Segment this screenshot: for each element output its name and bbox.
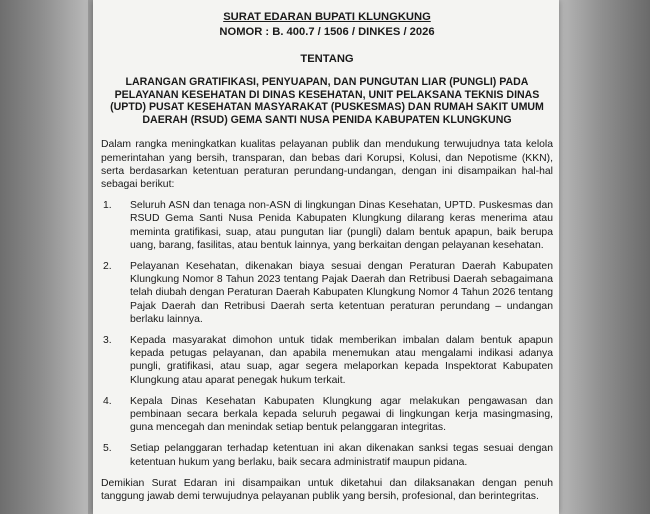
list-item-number: 3.: [103, 335, 112, 347]
list-item: [101, 442, 553, 468]
about-label: TENTANG: [300, 53, 354, 65]
document-title: SURAT EDARAN BUPATI KLUNGKUNG: [223, 11, 431, 23]
list-item: [101, 395, 553, 435]
list-item-text: Setiap pelanggaran terhadap ketentuan ini akan dikenakan sanksi tegas sesuai dengan ketentuan hukum yang berlaku, baik secara administratif maupun pidana.: [130, 443, 553, 468]
list-item: [101, 199, 553, 252]
list-item-number: 5.: [103, 443, 112, 455]
document-subject: LARANGAN GRATIFIKASI, PENYUAPAN, DAN PUNGUTAN LIAR (PUNGLI) PADA PELAYANAN KESEHATAN DI DINAS KESEHATAN, UNIT PELAKSANA TEKNIS DINAS (UPTD) PUSAT KESEHATAN MASYARAKAT (PUSKESMAS) DAN RUMAH SAKIT UMUM DAERAH (RSUD) GEMA SANTI NUSA PENIDA KABUPATEN KLUNGKUNG: [110, 76, 544, 126]
list-item-number: 4.: [103, 395, 112, 407]
list-item: [101, 334, 553, 387]
intro-paragraph: Dalam rangka meningkatkan kualitas pelayanan publik dan mendukung terwujudnya tata kelola pemerintahan yang bersih, transparan, dan bebas dari Korupsi, Kolusi, dan Nepotisme (KKN), serta berdasarkan ketentuan peraturan perundang-undangan, dengan ini disampaikan hal-hal sebagai berikut:: [101, 139, 553, 190]
background-left: [0, 0, 88, 514]
list-item-text: Kepala Dinas Kesehatan Kabupaten Klungkung agar melakukan pengawasan dan pembinaan secara berkala kepada seluruh pegawai di lingkungan kerja masingmasing, guna mencegah dan menindak setiap bentuk pelanggaran integritas.: [130, 395, 553, 434]
list-item: [101, 260, 553, 326]
closing-paragraph: Demikian Surat Edaran ini disampaikan untuk diketahui dan dilaksanakan dengan penuh tanggung jawab demi terwujudnya pelayanan publik yang bersih, profesional, dan berintegritas.: [101, 477, 553, 503]
list-item-text: Seluruh ASN dan tenaga non-ASN di lingkungan Dinas Kesehatan, UPTD. Puskesmas dan RSUD Gema Santi Nusa Penida Kabupaten Klungkung dilarang keras menerima atau meminta gratifikasi, suap, atau pungutan liar (pungli) dalam bentuk apapun, baik berupa uang, barang, fasilitas, atau bentuk lainnya, yang berkaitan dengan pelayanan kesehatan.: [130, 200, 553, 251]
document-number: NOMOR : B. 400.7 / 1506 / DINKES / 2026: [219, 26, 435, 38]
list-item-text: Kepada masyarakat dimohon untuk tidak memberikan imbalan dalam bentuk apapun kepada petugas pelayanan, dan apabila menemukan atau mengalami indikasi adanya pungli, gratifikasi, atau suap, agar segera melaporkan kepada Inspektorat Kabupaten Klungkung atau aparat penegak hukum terkait.: [130, 335, 553, 386]
background-right: [554, 0, 650, 514]
list-item-text: Pelayanan Kesehatan, dikenakan biaya sesuai dengan Peraturan Daerah Kabupaten Klungkung Nomor 8 Tahun 2023 tentang Pajak Daerah dan Retribusi Daerah sebagaimana telah diubah dengan Peraturan Daerah Kabupaten Klungkung Nomor 4 Tahun 2026 tentang Pajak Daerah dan Retribusi Daerah serta ketentuan peraturan perundang – undangan berlaku lainnya.: [130, 261, 553, 325]
list-item-number: 1.: [103, 200, 112, 212]
document-page: [93, 0, 559, 514]
list-item-number: 2.: [103, 261, 112, 272]
points-list: [101, 199, 553, 469]
